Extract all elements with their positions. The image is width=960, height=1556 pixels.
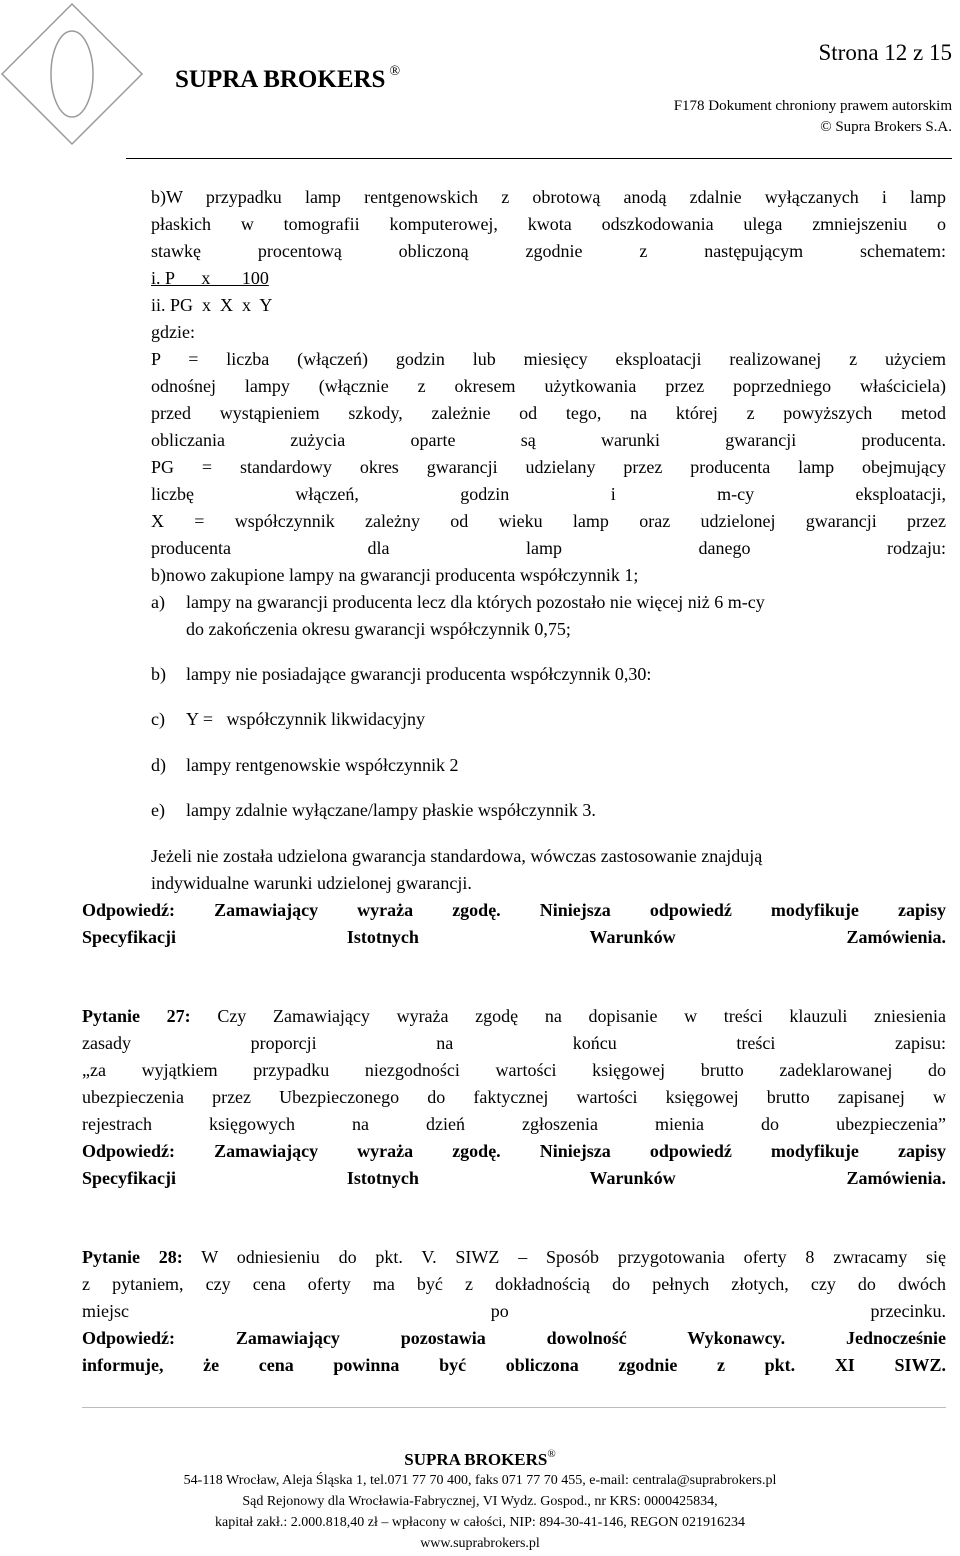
registered-mark: ® (389, 64, 401, 79)
bnowo-line: b)nowo zakupione lampy na gwarancji producenta współczynnik 1; (151, 565, 639, 585)
header-divider (126, 158, 952, 159)
text-line: miejsc po przecinku. (82, 1301, 946, 1321)
footer-court: Sąd Rejonowy dla Wrocławia-Fabrycznej, VI Wydz. Gospod., nr KRS: 0000425834, (242, 1494, 718, 1509)
list-label: a) (151, 592, 165, 612)
supra-brokers-logo (0, 0, 200, 150)
list-item-e (151, 797, 946, 824)
p-definition (151, 346, 946, 454)
text-line: obliczania zużycia oparte są warunki gwarancji producenta. (151, 430, 946, 450)
answer-26 (82, 897, 946, 951)
jezeli-paragraph (151, 843, 946, 897)
header-brand (175, 64, 400, 94)
text-line: przed wystąpieniem szkody, zależnie od tego, na której z powyższych metod (151, 403, 946, 423)
list-item-a (151, 589, 946, 643)
footer-divider (82, 1407, 946, 1408)
answer-27 (82, 1138, 946, 1192)
registered-mark: ® (547, 1448, 556, 1460)
footer-brand-name: SUPRA BROKERS (404, 1450, 548, 1469)
text-line: PG = standardowy okres gwarancji udzielany przez producenta lamp obejmujący (151, 457, 946, 477)
text-line: b)W przypadku lamp rentgenowskich z obrotową anodą zdalnie wyłączanych i lamp (151, 187, 946, 207)
answer-28 (82, 1325, 946, 1379)
text-line: P = liczba (włączeń) godzin lub miesięcy eksploatacji realizowanej z użyciem (151, 349, 946, 369)
page-number: Strona 12 z 15 (818, 40, 952, 65)
list-text: lampy na gwarancji producenta lecz dla których pozostało nie więcej niż 6 m-cy (186, 592, 765, 612)
list-label: c) (151, 709, 165, 729)
list-text: do zakończenia okresu gwarancji współczynnik 0,75; (186, 619, 571, 639)
pg-definition (151, 454, 946, 508)
text-line: indywidualne warunki udzielonej gwarancji. (151, 873, 472, 893)
text-line: X = współczynnik zależny od wieku lamp oraz udzielonej gwarancji przez (151, 511, 946, 531)
answer-line: Specyfikacji Istotnych Warunków Zamówienia. (82, 1168, 946, 1188)
list-text: Y = współczynnik likwidacyjny (186, 709, 425, 729)
answer-line: Odpowiedź: Zamawiający wyraża zgodę. Niniejsza odpowiedź modyfikuje zapisy (82, 1141, 946, 1161)
list-text: lampy nie posiadające gwarancji producenta współczynnik 0,30: (186, 664, 652, 684)
question-label: Pytanie 28: (82, 1247, 183, 1267)
list-label: d) (151, 755, 166, 775)
doc-protected-note: F178 Dokument chroniony prawem autorskim (673, 98, 952, 114)
footer-capital: kapitał zakł.: 2.000.818,40 zł – wpłacony w całości, NIP: 894-30-41-146, REGON 021916234 (215, 1515, 745, 1530)
text-line: odnośnej lampy (włącznie z okresem użytkowania przez poprzedniego właściciela) (151, 376, 946, 396)
list-label: b) (151, 664, 166, 684)
question-text: W odniesieniu do pkt. V. SIWZ – Sposób przygotowania oferty 8 zwracamy się (182, 1247, 947, 1267)
question-27 (82, 1003, 946, 1138)
list-text: lampy zdalnie wyłączane/lampy płaskie współczynnik 3. (186, 800, 596, 820)
text-line: producenta dla lamp danego rodzaju: (151, 538, 946, 558)
x-definition (151, 508, 946, 562)
section-b-intro (151, 184, 946, 265)
header-brand-name: SUPRA BROKERS (175, 66, 386, 93)
footer-address: 54-118 Wrocław, Aleja Śląska 1, tel.071 77 70 400, faks 071 77 70 455, e-mail: centrala@suprabrokers.pl (183, 1473, 777, 1488)
list-item-b (151, 661, 946, 688)
list-label: e) (151, 800, 165, 820)
text-line: zasady proporcji na końcu treści zapisu: (82, 1033, 946, 1053)
copyright-note: © Supra Brokers S.A. (820, 119, 952, 135)
formula-block (151, 265, 946, 346)
text-line: Jeżeli nie została udzielona gwarancja standardowa, wówczas zastosowanie znajdują (151, 846, 763, 866)
list-text: lampy rentgenowskie współczynnik 2 (186, 755, 459, 775)
question-label: Pytanie 27: (82, 1006, 191, 1026)
quote-line: rejestrach księgowych na dzień zgłoszenia mienia do ubezpieczenia” (82, 1114, 946, 1134)
list-item-c (151, 706, 946, 733)
quote-line: ubezpieczenia przez Ubezpieczonego do faktycznej wartości księgowej brutto zapisanej w (82, 1087, 946, 1107)
list-item-d (151, 752, 946, 779)
answer-line: informuje, że cena powinna być obliczona zgodnie z pkt. XI SIWZ. (82, 1355, 946, 1375)
answer-line: Odpowiedź: Zamawiający pozostawia dowolność Wykonawcy. Jednocześnie (82, 1328, 946, 1348)
formula-i: i. P x 100 (151, 268, 269, 288)
footer-website: www.suprabrokers.pl (420, 1536, 540, 1551)
text-line: stawkę procentową obliczoną zgodnie z następującym schematem: (151, 241, 946, 261)
answer-line: Odpowiedź: Zamawiający wyraża zgodę. Niniejsza odpowiedź modyfikuje zapisy (82, 900, 946, 920)
footer-brand (0, 1448, 960, 1470)
question-text: Czy Zamawiający wyraża zgodę na dopisanie w treści klauzuli zniesienia (190, 1006, 947, 1026)
gdzie-label: gdzie: (151, 322, 195, 342)
text-line: z pytaniem, czy cena oferty ma być z dokładnością do pełnych złotych, czy do dwóch (82, 1274, 946, 1294)
answer-line: Specyfikacji Istotnych Warunków Zamówienia. (82, 927, 946, 947)
formula-ii: ii. PG x X x Y (151, 295, 273, 315)
quote-line: „za wyjątkiem przypadku niezgodności wartości księgowej brutto zadeklarowanej do (82, 1060, 946, 1080)
question-28 (82, 1244, 946, 1325)
text-line: liczbę włączeń, godzin i m-cy eksploatacji, (151, 484, 946, 504)
text-line: płaskich w tomografii komputerowej, kwota odszkodowania ulega zmniejszeniu o (151, 214, 946, 234)
